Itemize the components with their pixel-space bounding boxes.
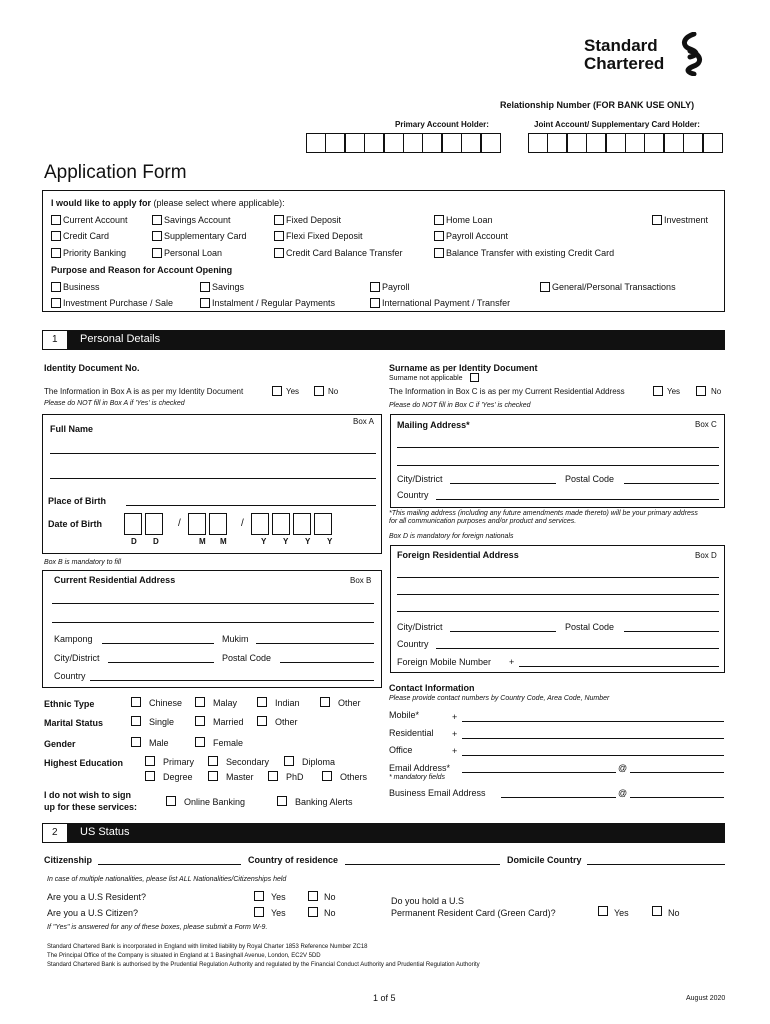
foreign-city-field[interactable]	[450, 631, 556, 632]
box-a-no-label: No	[328, 387, 339, 396]
business-email-domain-field[interactable]	[630, 797, 724, 798]
ethnic-chinese-label: Chinese	[149, 698, 183, 708]
primary-number-cell[interactable]	[345, 133, 365, 153]
box-d-tag: Box D	[695, 551, 717, 560]
product-current-account-label: Current Account	[63, 215, 128, 225]
mailing-line-2[interactable]	[397, 465, 719, 466]
primary-number-cell[interactable]	[442, 133, 462, 153]
dob-format-letter: Y	[261, 537, 267, 546]
dob-slash-1: /	[178, 518, 181, 529]
box-c-dont-note: Please do NOT fill in Box C if 'Yes' is checked	[389, 402, 531, 409]
product-home-loan-label: Home Loan	[446, 215, 493, 225]
purpose-payroll-checkbox[interactable]	[370, 282, 380, 292]
joint-number-cell[interactable]	[606, 133, 626, 153]
footer-line-1: Standard Chartered Bank is incorporated in England with limited liability by Royal Charter 1853 Reference Number ZC18	[47, 944, 368, 950]
dob-digit-cell[interactable]	[314, 513, 332, 535]
purpose-international-payment-transfer-checkbox[interactable]	[370, 298, 380, 308]
product-credit-card-label: Credit Card	[63, 231, 110, 241]
joint-number-cell[interactable]	[528, 133, 548, 153]
citizenship-label: Citizenship	[44, 855, 93, 865]
us-resident-no-checkbox[interactable]	[308, 891, 318, 901]
mailing-note-1: *This mailing address (including any future amendments made thereto) will be your primary address	[389, 510, 698, 517]
no-sign-label-1: I do not wish to sign	[44, 790, 131, 800]
joint-number-cell[interactable]	[547, 133, 567, 153]
contact-info-label: Contact Information	[389, 683, 475, 693]
box-a-no-checkbox[interactable]	[314, 386, 324, 396]
ethnic-other-checkbox[interactable]	[320, 697, 330, 707]
us-citizen-yes-label: Yes	[271, 908, 286, 918]
dob-format-letter: M	[199, 537, 206, 546]
left-postal-field[interactable]	[280, 662, 374, 663]
education-master-checkbox[interactable]	[208, 771, 218, 781]
product-personal-loan-checkbox[interactable]	[152, 248, 162, 258]
us-resident-yes-label: Yes	[271, 892, 286, 902]
left-city-field[interactable]	[108, 662, 214, 663]
dob-digit-cell[interactable]	[188, 513, 206, 535]
joint-number-cell[interactable]	[625, 133, 645, 153]
place-of-birth-label: Place of Birth	[48, 496, 107, 506]
domicile-country-label: Domicile Country	[507, 855, 582, 865]
service-banking-alerts-checkbox[interactable]	[277, 796, 287, 806]
purpose-savings-checkbox[interactable]	[200, 282, 210, 292]
foreign-mobile-label: Foreign Mobile Number	[397, 657, 492, 667]
product-savings-account-checkbox[interactable]	[152, 215, 162, 225]
mailing-note-2: for all communication purposes and/or product and services.	[389, 518, 577, 525]
product-credit-card-balance-transfer-label: Credit Card Balance Transfer	[286, 248, 403, 258]
green-card-yes-checkbox[interactable]	[598, 906, 608, 916]
current-address-line-2[interactable]	[52, 622, 374, 623]
joint-number-cell[interactable]	[664, 133, 684, 153]
box-b	[42, 570, 382, 688]
foreign-postal-label: Postal Code	[565, 622, 615, 632]
box-b-tag: Box B	[350, 576, 372, 585]
joint-number-cell[interactable]	[703, 133, 723, 153]
multi-nationality-note: In case of multiple nationalities, please list ALL Nationalities/Citizenships held	[47, 876, 287, 883]
education-others-checkbox[interactable]	[322, 771, 332, 781]
product-personal-loan-label: Personal Loan	[164, 248, 223, 258]
green-card-no-label: No	[668, 908, 680, 918]
us-citizen-no-label: No	[324, 908, 336, 918]
purpose-payroll-label: Payroll	[382, 282, 410, 292]
primary-number-cell[interactable]	[384, 133, 404, 153]
dob-digit-cell[interactable]	[293, 513, 311, 535]
gender-female-label: Female	[213, 738, 244, 748]
standard-chartered-logo-icon	[676, 32, 708, 76]
surname-na-checkbox[interactable]	[470, 373, 479, 382]
product-savings-account-label: Savings Account	[164, 215, 231, 225]
education-degree-label: Degree	[163, 772, 193, 782]
box-b-mandatory-note: Box B is mandatory to fill	[44, 559, 122, 566]
mailing-postal-field[interactable]	[624, 483, 719, 484]
purpose-business-checkbox[interactable]	[51, 282, 61, 292]
box-a-note: The Information in Box A is as per my Identity Document	[44, 387, 244, 396]
box-a-dont-note: Please do NOT fill in Box A if 'Yes' is checked	[44, 400, 185, 407]
section-1-title: Personal Details	[80, 333, 161, 345]
country-residence-field[interactable]	[345, 864, 500, 865]
relationship-number-title: Relationship Number (FOR BANK USE ONLY)	[500, 100, 695, 110]
purpose-instalment-regular-payments-label: Instalment / Regular Payments	[212, 298, 336, 308]
office-field[interactable]	[462, 755, 724, 756]
mukim-label: Mukim	[222, 634, 249, 644]
green-card-yes-label: Yes	[614, 908, 629, 918]
service-online-banking-checkbox[interactable]	[166, 796, 176, 806]
section-2-bar	[42, 823, 725, 843]
footer-line-2: The Principal Office of the Company is situated in England at 1 Basinghall Avenue, London, EC2V 5DD	[47, 953, 321, 959]
country-residence-label: Country of residence	[248, 855, 339, 865]
surname-label: Surname as per Identity Document	[389, 363, 538, 373]
email-label: Email Address*	[389, 763, 451, 773]
foreign-line-3[interactable]	[397, 611, 719, 612]
joint-number-cell[interactable]	[644, 133, 664, 153]
email-at: @	[618, 763, 628, 773]
purpose-investment-purchase-sale-checkbox[interactable]	[51, 298, 61, 308]
full-name-line-1[interactable]	[50, 453, 376, 454]
product-current-account-checkbox[interactable]	[51, 215, 61, 225]
dob-format-letter: M	[220, 537, 227, 546]
product-flexi-fixed-deposit-label: Flexi Fixed Deposit	[286, 231, 363, 241]
domicile-country-field[interactable]	[587, 864, 725, 865]
purpose-business-label: Business	[63, 282, 100, 292]
education-others-label: Others	[340, 772, 368, 782]
ethnic-malay-label: Malay	[213, 698, 238, 708]
purpose-investment-purchase-sale-label: Investment Purchase / Sale	[63, 298, 174, 308]
education-primary-checkbox[interactable]	[145, 756, 155, 766]
primary-number-cell[interactable]	[481, 133, 501, 153]
dob-format-letter: D	[153, 537, 159, 546]
product-supplementary-card-label: Supplementary Card	[164, 231, 247, 241]
ethnic-other-label: Other	[338, 698, 361, 708]
identity-document-label: Identity Document No.	[44, 363, 140, 373]
surname-na-label: Surname not applicable	[389, 375, 463, 382]
marital-married-label: Married	[213, 717, 244, 727]
contact-note: Please provide contact numbers by Country Code, Area Code, Number	[389, 695, 610, 702]
ethnic-indian-label: Indian	[275, 698, 300, 708]
email-domain-field[interactable]	[630, 772, 724, 773]
education-phd-checkbox[interactable]	[268, 771, 278, 781]
mobile-label: Mobile*	[389, 710, 420, 720]
product-balance-transfer-with-existing-credit-card-label: Balance Transfer with existing Credit Card	[446, 248, 615, 258]
mailing-line-1[interactable]	[397, 447, 719, 448]
page-number: 1 of 5	[373, 993, 396, 1003]
education-secondary-label: Secondary	[226, 757, 270, 767]
box-c-no-label: No	[711, 387, 722, 396]
highest-education-label: Highest Education	[44, 758, 124, 768]
foreign-city-label: City/District	[397, 622, 443, 632]
dob-digit-cell[interactable]	[209, 513, 227, 535]
full-name-label: Full Name	[50, 424, 94, 434]
date-of-birth-label: Date of Birth	[48, 519, 102, 529]
mailing-postal-label: Postal Code	[565, 474, 615, 484]
box-c-yes-label: Yes	[667, 387, 681, 396]
office-label: Office	[389, 745, 413, 755]
box-d	[390, 545, 725, 673]
w9-note: If "Yes" is answered for any of these boxes, please submit a Form W-9.	[47, 924, 268, 931]
brand-name-line1: Standard	[584, 36, 658, 55]
us-resident-question: Are you a U.S Resident?	[47, 892, 147, 902]
purpose-general-personal-transactions-label: General/Personal Transactions	[552, 282, 676, 292]
section-2-title: US Status	[80, 826, 130, 838]
us-resident-yes-checkbox[interactable]	[254, 891, 264, 901]
marital-single-checkbox[interactable]	[131, 716, 141, 726]
primary-number-cell[interactable]	[364, 133, 384, 153]
foreign-line-2[interactable]	[397, 594, 719, 595]
full-name-line-2[interactable]	[50, 478, 376, 479]
dob-digit-cell[interactable]	[251, 513, 269, 535]
box-d-mandatory-note: Box D is mandatory for foreign nationals	[389, 533, 514, 540]
us-resident-no-label: No	[324, 892, 336, 902]
residential-label: Residential	[389, 728, 434, 738]
dob-format-letter: Y	[327, 537, 333, 546]
dob-digit-cell[interactable]	[272, 513, 290, 535]
marital-other-checkbox[interactable]	[257, 716, 267, 726]
product-investment-checkbox[interactable]	[652, 215, 662, 225]
primary-holder-label: Primary Account Holder:	[395, 120, 489, 129]
left-country-label: Country	[54, 671, 86, 681]
left-country-field[interactable]	[90, 680, 374, 681]
marital-other-label: Other	[275, 717, 298, 727]
product-home-loan-checkbox[interactable]	[434, 215, 444, 225]
primary-number-cell[interactable]	[306, 133, 326, 153]
product-credit-card-balance-transfer-checkbox[interactable]	[274, 248, 284, 258]
gender-label: Gender	[44, 739, 76, 749]
green-card-question-1: Do you hold a U.S	[391, 896, 465, 906]
no-sign-label-2: up for these services:	[44, 802, 138, 812]
kampong-field[interactable]	[102, 643, 214, 644]
marital-status-label: Marital Status	[44, 718, 104, 728]
foreign-address-label: Foreign Residential Address	[397, 550, 519, 560]
gender-male-checkbox[interactable]	[131, 737, 141, 747]
education-diploma-label: Diploma	[302, 757, 336, 767]
dob-format-letter: Y	[283, 537, 289, 546]
box-c-note: The Information in Box C is as per my Current Residential Address	[389, 387, 625, 396]
joint-holder-label: Joint Account/ Supplementary Card Holder:	[534, 120, 700, 129]
box-a-yes-checkbox[interactable]	[272, 386, 282, 396]
education-diploma-checkbox[interactable]	[284, 756, 294, 766]
box-c-tag: Box C	[695, 420, 717, 429]
green-card-no-checkbox[interactable]	[652, 906, 662, 916]
service-banking-alerts-label: Banking Alerts	[295, 797, 353, 807]
foreign-country-label: Country	[397, 639, 429, 649]
us-citizen-yes-checkbox[interactable]	[254, 907, 264, 917]
product-priority-banking-checkbox[interactable]	[51, 248, 61, 258]
purpose-general-personal-transactions-checkbox[interactable]	[540, 282, 550, 292]
dob-slash-2: /	[241, 518, 244, 529]
product-supplementary-card-checkbox[interactable]	[152, 231, 162, 241]
marital-married-checkbox[interactable]	[195, 716, 205, 726]
mobile-field[interactable]	[462, 721, 724, 722]
foreign-mobile-plus: +	[509, 657, 515, 667]
dob-format-letter: Y	[305, 537, 311, 546]
product-flexi-fixed-deposit-checkbox[interactable]	[274, 231, 284, 241]
us-citizen-no-checkbox[interactable]	[308, 907, 318, 917]
dob-format-letter: D	[131, 537, 137, 546]
kampong-label: Kampong	[54, 634, 93, 644]
education-degree-checkbox[interactable]	[145, 771, 155, 781]
ethnic-chinese-checkbox[interactable]	[131, 697, 141, 707]
ethnic-type-label: Ethnic Type	[44, 699, 95, 709]
product-balance-transfer-with-existing-credit-card-checkbox[interactable]	[434, 248, 444, 258]
mailing-country-label: Country	[397, 490, 429, 500]
product-priority-banking-label: Priority Banking	[63, 248, 127, 258]
office-plus: +	[452, 746, 458, 756]
apply-heading-bold: I would like to apply for	[51, 198, 152, 208]
business-email-user-field[interactable]	[501, 797, 616, 798]
gender-female-checkbox[interactable]	[195, 737, 205, 747]
business-email-label: Business Email Address	[389, 788, 486, 798]
product-payroll-account-checkbox[interactable]	[434, 231, 444, 241]
mailing-city-label: City/District	[397, 474, 443, 484]
green-card-question-2: Permanent Resident Card (Green Card)?	[391, 908, 556, 918]
education-secondary-checkbox[interactable]	[208, 756, 218, 766]
primary-number-cell[interactable]	[403, 133, 423, 153]
ethnic-indian-checkbox[interactable]	[257, 697, 267, 707]
box-c-no-checkbox[interactable]	[696, 386, 706, 396]
current-address-label: Current Residential Address	[54, 575, 176, 585]
purpose-instalment-regular-payments-checkbox[interactable]	[200, 298, 210, 308]
left-city-label: City/District	[54, 653, 100, 663]
box-a-tag: Box A	[353, 417, 374, 426]
product-credit-card-checkbox[interactable]	[51, 231, 61, 241]
brand-name-line2: Chartered	[584, 54, 665, 73]
dob-digit-cell[interactable]	[124, 513, 142, 535]
purpose-heading: Purpose and Reason for Account Opening	[51, 265, 233, 275]
box-c-yes-checkbox[interactable]	[653, 386, 663, 396]
mailing-address-label: Mailing Address*	[397, 420, 470, 430]
foreign-line-1[interactable]	[397, 577, 719, 578]
product-payroll-account-label: Payroll Account	[446, 231, 509, 241]
mobile-plus: +	[452, 712, 458, 722]
purpose-international-payment-transfer-label: International Payment / Transfer	[382, 298, 511, 308]
primary-number-cell[interactable]	[461, 133, 481, 153]
marital-single-label: Single	[149, 717, 175, 727]
email-user-field[interactable]	[462, 772, 616, 773]
left-postal-label: Postal Code	[222, 653, 272, 663]
product-fixed-deposit-label: Fixed Deposit	[286, 215, 342, 225]
product-investment-label: Investment	[664, 215, 709, 225]
current-address-line-1[interactable]	[52, 603, 374, 604]
gender-male-label: Male	[149, 738, 169, 748]
education-phd-label: PhD	[286, 772, 304, 782]
service-online-banking-label: Online Banking	[184, 797, 246, 807]
residential-plus: +	[452, 729, 458, 739]
product-fixed-deposit-checkbox[interactable]	[274, 215, 284, 225]
foreign-postal-field[interactable]	[624, 631, 719, 632]
foreign-country-field[interactable]	[436, 648, 719, 649]
apply-heading-rest: (please select where applicable):	[153, 198, 285, 208]
place-of-birth-field[interactable]	[126, 505, 376, 506]
joint-number-cell[interactable]	[586, 133, 606, 153]
foreign-mobile-field[interactable]	[519, 666, 719, 667]
dob-digit-cell[interactable]	[145, 513, 163, 535]
purpose-savings-label: Savings	[212, 282, 245, 292]
primary-number-cell[interactable]	[422, 133, 442, 153]
us-citizen-question: Are you a U.S Citizen?	[47, 908, 139, 918]
citizenship-field[interactable]	[98, 864, 241, 865]
joint-number-cell[interactable]	[567, 133, 587, 153]
mukim-field[interactable]	[256, 643, 374, 644]
education-primary-label: Primary	[163, 757, 194, 767]
box-a-yes-label: Yes	[286, 387, 300, 396]
residential-field[interactable]	[462, 738, 724, 739]
form-title: Application Form	[44, 162, 187, 183]
section-2-number: 2	[52, 827, 58, 838]
mailing-country-field[interactable]	[436, 499, 719, 500]
mandatory-fields-note: * mandatory fields	[389, 774, 446, 781]
footer-line-3: Standard Chartered Bank is authorised by the Prudential Regulation Authority and regulated by the Financial Conduct Authority and Prudential Regulation Authority	[47, 962, 480, 968]
joint-number-cell[interactable]	[683, 133, 703, 153]
apply-heading	[51, 198, 285, 208]
mailing-city-field[interactable]	[450, 483, 556, 484]
primary-number-cell[interactable]	[325, 133, 345, 153]
business-email-at: @	[618, 788, 628, 798]
ethnic-malay-checkbox[interactable]	[195, 697, 205, 707]
footer-date: August 2020	[686, 995, 726, 1002]
education-master-label: Master	[226, 772, 254, 782]
section-1-number: 1	[52, 334, 58, 345]
